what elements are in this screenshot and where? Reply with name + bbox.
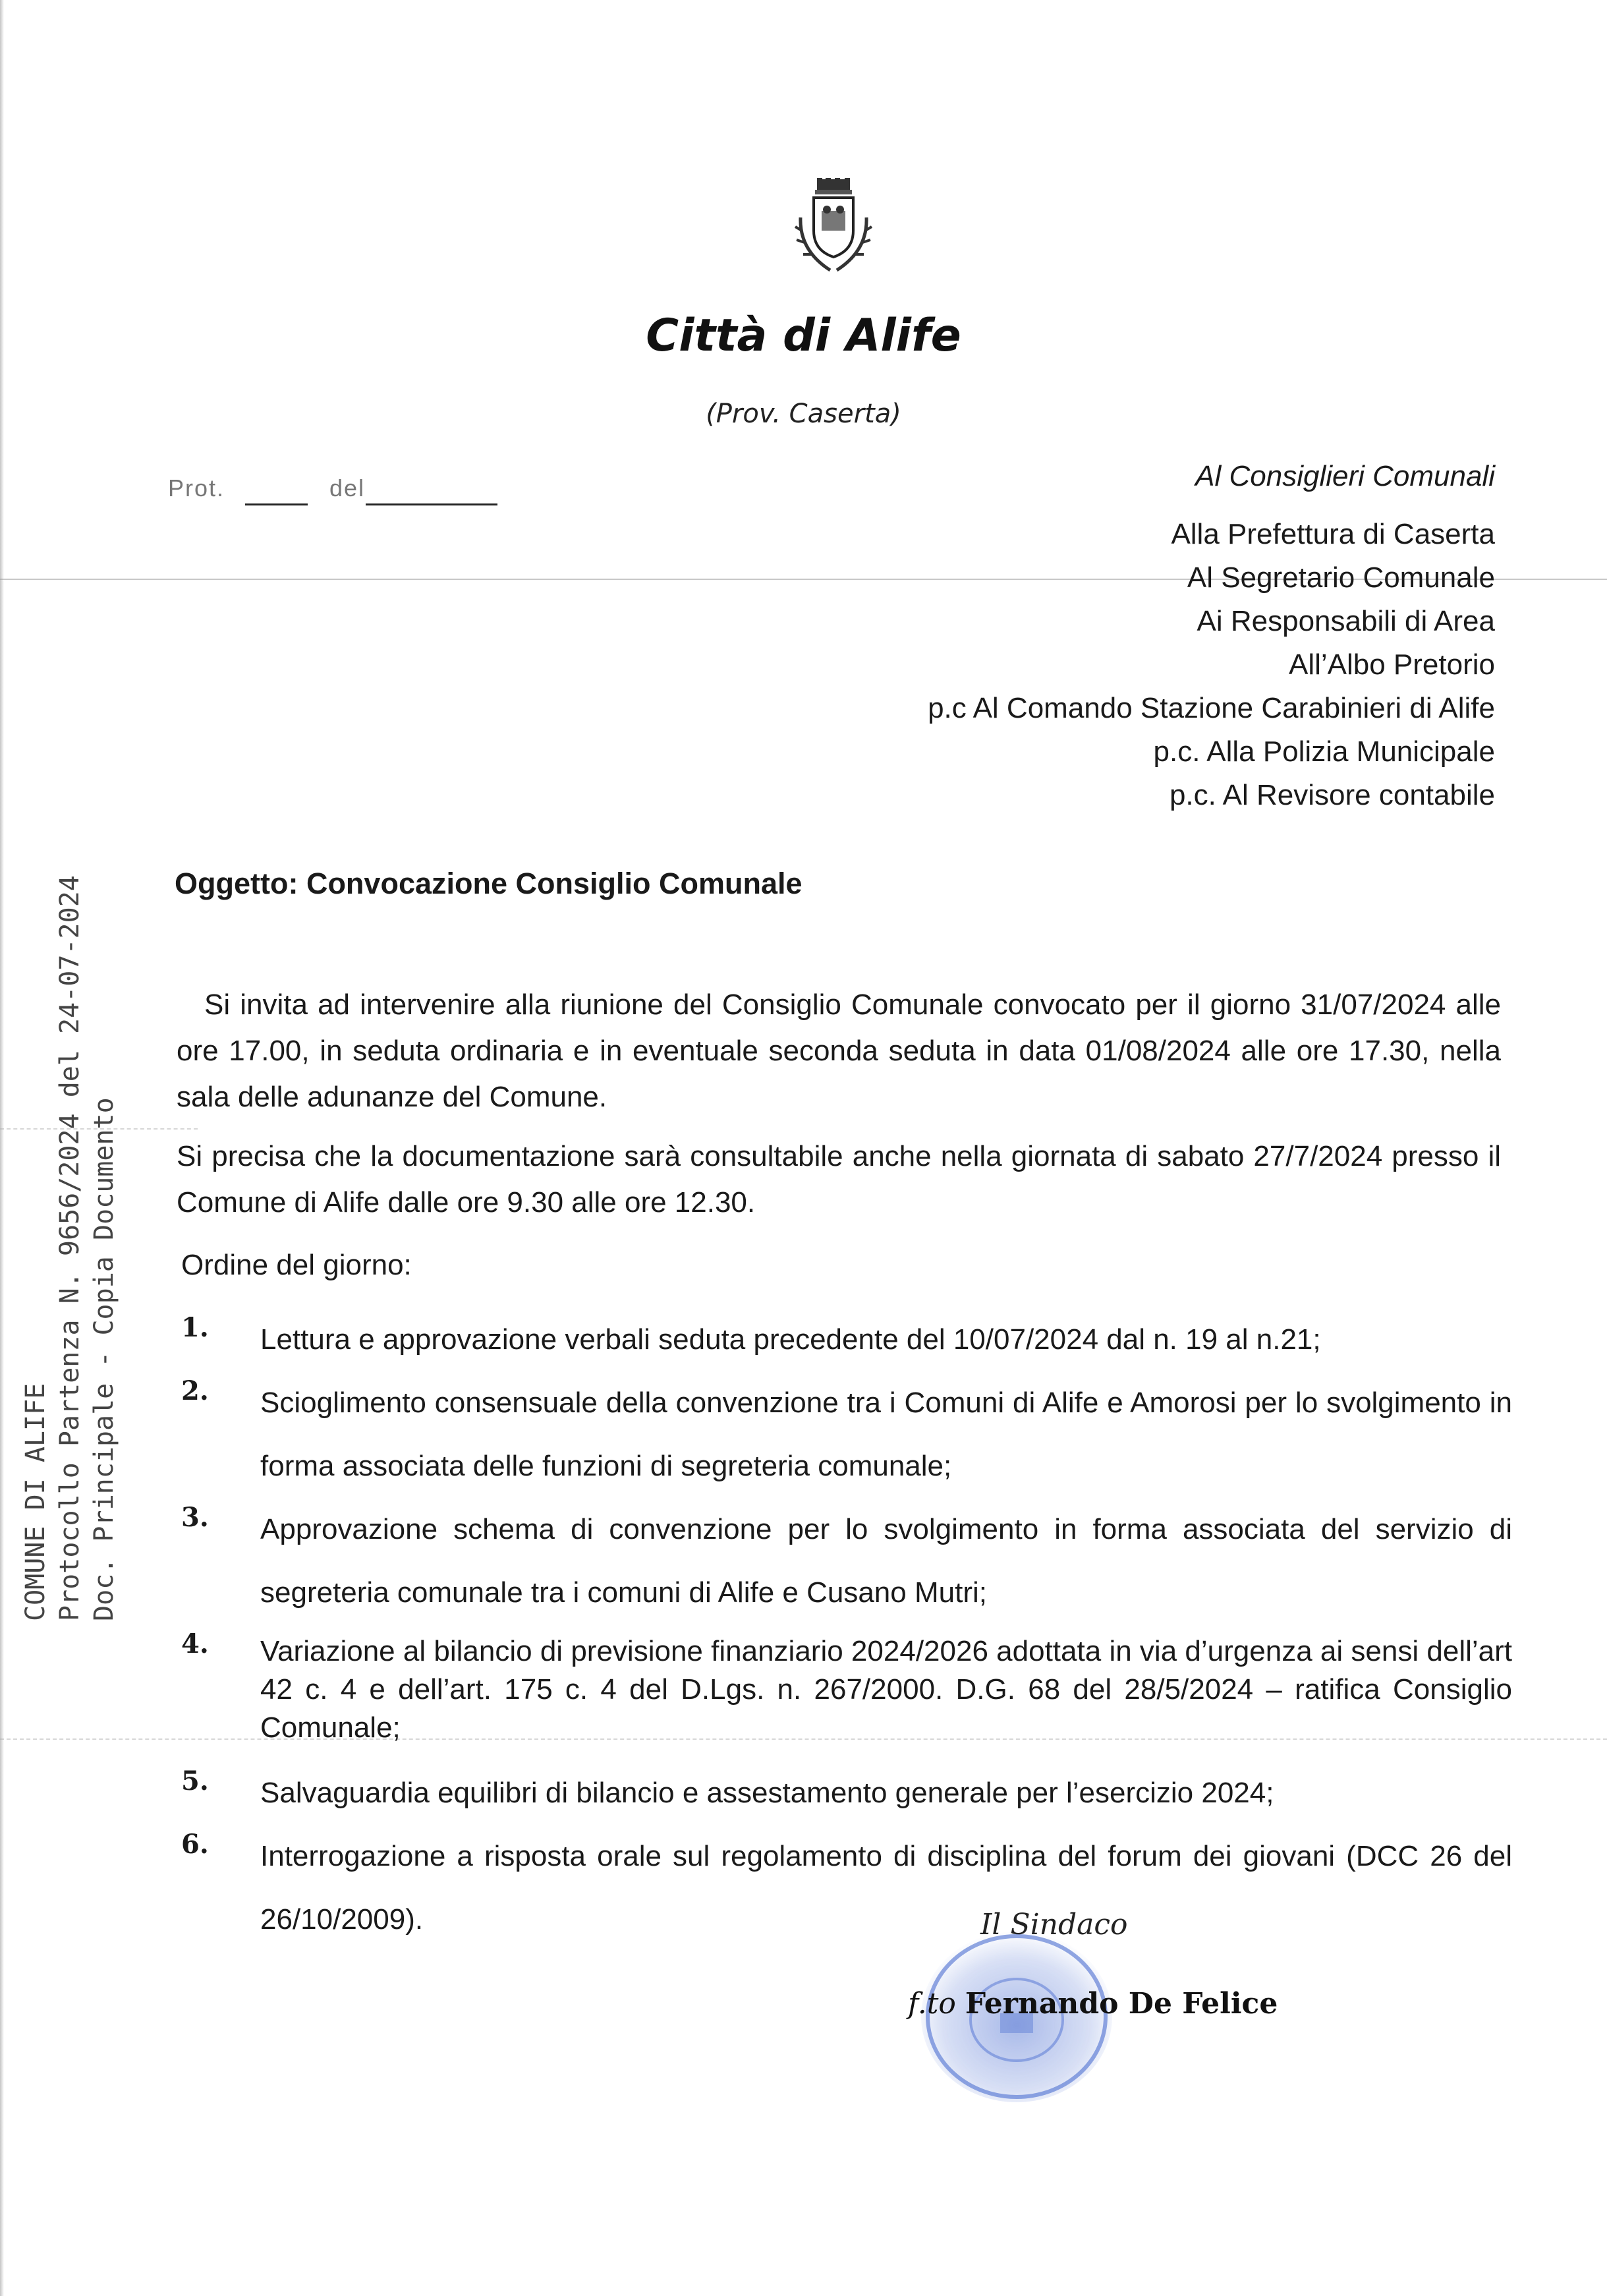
side-stamp-line: COMUNE DI ALIFE [20, 1383, 51, 1621]
agenda-number: 3. [181, 1502, 209, 1533]
agenda-list [181, 1308, 1512, 1951]
recipient: Alla Prefettura di Caserta [1171, 518, 1495, 550]
protocol-date-line [366, 503, 497, 505]
protocol-separator: del [329, 474, 366, 502]
recipient: p.c. Alla Polizia Municipale [1153, 735, 1495, 768]
side-stamp-line: Protocollo Partenza N. 9656/2024 del 24-07-2024 [55, 875, 85, 1621]
agenda-number: 5. [181, 1765, 209, 1796]
agenda-item [181, 1825, 1512, 1951]
agenda-item [181, 1498, 1512, 1624]
signature-role: Il Sindaco [980, 1908, 1128, 1941]
subject-line: Oggetto: Convocazione Consiglio Comunale [175, 867, 803, 900]
protocol-side-stamp [18, 875, 121, 1621]
recipient: Al Consiglieri Comunali [1195, 460, 1495, 492]
recipient: Ai Responsabili di Area [1197, 605, 1495, 637]
signature-name: Fernando De Felice [965, 1987, 1278, 2021]
province-label: (Prov. Caserta) [706, 399, 901, 429]
agenda-text: Salvaguardia equilibri di bilancio e assestamento generale per l’esercizio 2024; [260, 1777, 1274, 1809]
body-paragraph: Si precisa che la documentazione sarà consultabile anche nella giornata di sabato 27/7/2024 presso il Comune di Alife dalle ore 9.30 alle ore 12.30. [177, 1140, 1501, 1219]
agenda-text: Variazione al bilancio di previsione finanziario 2024/2026 adottata in via d’urgenza ai sensi dell’art 42 c. 4 e dell’art. 175 c. 4 del D.Lgs. n. 267/2000. D.G. 68 del 28/5/2024 – ratifica Consiglio Comunale; [260, 1635, 1512, 1744]
recipient: Al Segretario Comunale [1187, 561, 1495, 594]
city-title: Città di Alife [646, 310, 961, 362]
agenda-item [181, 1762, 1512, 1825]
agenda-text: Approvazione schema di convenzione per lo svolgimento in forma associata del servizio di segreteria comunale tra i comuni di Alife e Cusano Mutri; [260, 1513, 1512, 1609]
protocol-prefix: Prot. [168, 474, 225, 502]
signature-fto: f.to [908, 1987, 956, 2021]
agenda-text: Scioglimento consensuale della convenzione tra i Comuni di Alife e Amorosi per lo svolgimento in forma associata delle funzioni di segreteria comunale; [260, 1387, 1512, 1482]
recipients-block [928, 455, 1495, 817]
recipient: p.c. Al Revisore contabile [1169, 779, 1495, 811]
agenda-number: 1. [181, 1312, 209, 1343]
agenda-item [181, 1624, 1512, 1762]
recipient: All’Albo Pretorio [1288, 648, 1495, 681]
city-emblem-icon [787, 178, 880, 277]
signature-name-line [908, 1987, 1278, 2021]
agenda-label: Ordine del giorno: [181, 1249, 412, 1281]
body-paragraph: Si invita ad intervenire alla riunione del Consiglio Comunale convocato per il giorno 31/07/2024 alle ore 17.00, in seduta ordinaria e in eventuale seconda seduta in data 01/08/2024 alle ore 17.30, nella sala delle adunanze del Comune. [177, 989, 1501, 1113]
agenda-number: 2. [181, 1375, 209, 1406]
agenda-text: Lettura e approvazione verbali seduta precedente del 10/07/2024 dal n. 19 al n.21; [260, 1323, 1321, 1356]
agenda-item [181, 1308, 1512, 1371]
agenda-text: Interrogazione a risposta orale sul regolamento di disciplina del forum dei giovani (DCC 26 del 26/10/2009). [260, 1840, 1512, 1936]
recipient: p.c Al Comando Stazione Carabinieri di Alife [928, 692, 1495, 724]
agenda-item [181, 1371, 1512, 1498]
protocol-number-line [245, 503, 308, 505]
side-stamp-line: Doc. Principale - Copia Documento [89, 1097, 119, 1621]
agenda-number: 6. [181, 1829, 209, 1860]
agenda-number: 4. [181, 1628, 209, 1659]
